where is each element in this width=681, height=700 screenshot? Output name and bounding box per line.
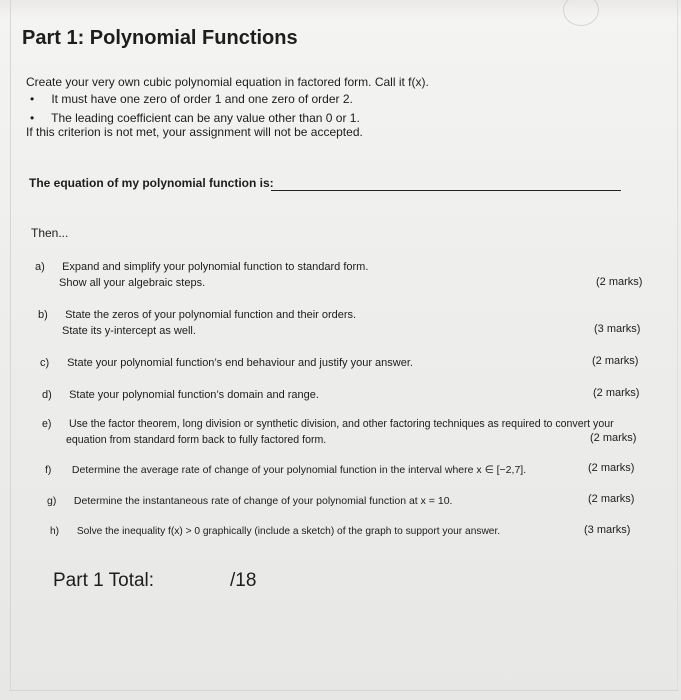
question-letter: h) — [50, 526, 60, 537]
total-label: Part 1 Total: — [53, 570, 155, 591]
equation-answer-line — [271, 190, 621, 191]
question-b — [38, 307, 356, 339]
question-a — [35, 259, 368, 291]
bullet-item-1 — [30, 92, 353, 106]
question-letter: b) — [38, 309, 48, 321]
total-value: /18 — [230, 570, 257, 591]
question-g — [47, 493, 452, 509]
marks-f: (2 marks) — [588, 462, 635, 474]
marks-g: (2 marks) — [588, 493, 635, 505]
question-letter: f) — [45, 464, 52, 476]
question-e — [42, 416, 614, 448]
page-title: Part 1: Polynomial Functions — [22, 27, 298, 49]
bullet-text: The leading coefficient can be any value other than 0 or 1. — [51, 111, 360, 125]
question-line-2: Show all your algebraic steps. — [59, 277, 206, 289]
criterion-note: If this criterion is not met, your assignment will not be accepted. — [26, 125, 363, 139]
question-letter: d) — [42, 389, 52, 401]
question-f — [45, 462, 526, 478]
bullet-icon: • — [30, 92, 35, 106]
marks-e: (2 marks) — [590, 432, 637, 444]
question-line-1: Solve the inequality f(x) > 0 graphically (include a sketch) of the graph to support your answer. — [76, 526, 501, 537]
question-line-2: State its y-intercept as well. — [62, 325, 196, 337]
question-line-1: State the zeros of your polynomial function and their orders. — [65, 309, 357, 321]
question-line-1: Determine the instantaneous rate of change of your polynomial function at x = 10. — [73, 495, 453, 507]
question-c — [40, 355, 413, 371]
question-d — [42, 387, 319, 403]
question-line-2: equation from standard form back to fully factored form. — [66, 434, 327, 446]
question-line-1: State your polynomial function’s end behaviour and justify your answer. — [67, 357, 413, 369]
question-line-1: Use the factor theorem, long division or synthetic division, and other factoring techniques as required to convert your — [68, 418, 614, 430]
marks-b: (3 marks) — [594, 323, 641, 335]
question-h — [50, 524, 500, 540]
question-line-1: Determine the average rate of change of your polynomial function in the interval where x ∈ [−2,7]. — [71, 464, 527, 476]
question-letter: e) — [42, 418, 52, 430]
marks-h: (3 marks) — [584, 524, 631, 536]
intro-text: Create your very own cubic polynomial equation in factored form. Call it f(x). — [26, 75, 429, 89]
question-letter: c) — [40, 357, 50, 369]
bullet-icon: • — [30, 111, 35, 125]
marks-c: (2 marks) — [592, 355, 639, 367]
bullet-text: It must have one zero of order 1 and one zero of order 2. — [51, 92, 353, 106]
question-line-1: State your polynomial function’s domain and range. — [69, 389, 319, 401]
question-line-1: Expand and simplify your polynomial function to standard form. — [62, 261, 369, 273]
marks-d: (2 marks) — [593, 387, 640, 399]
question-letter: a) — [35, 261, 45, 273]
question-letter: g) — [47, 495, 57, 507]
then-label: Then... — [31, 226, 69, 240]
equation-prompt: The equation of my polynomial function is: — [29, 176, 274, 190]
marks-a: (2 marks) — [596, 276, 643, 288]
